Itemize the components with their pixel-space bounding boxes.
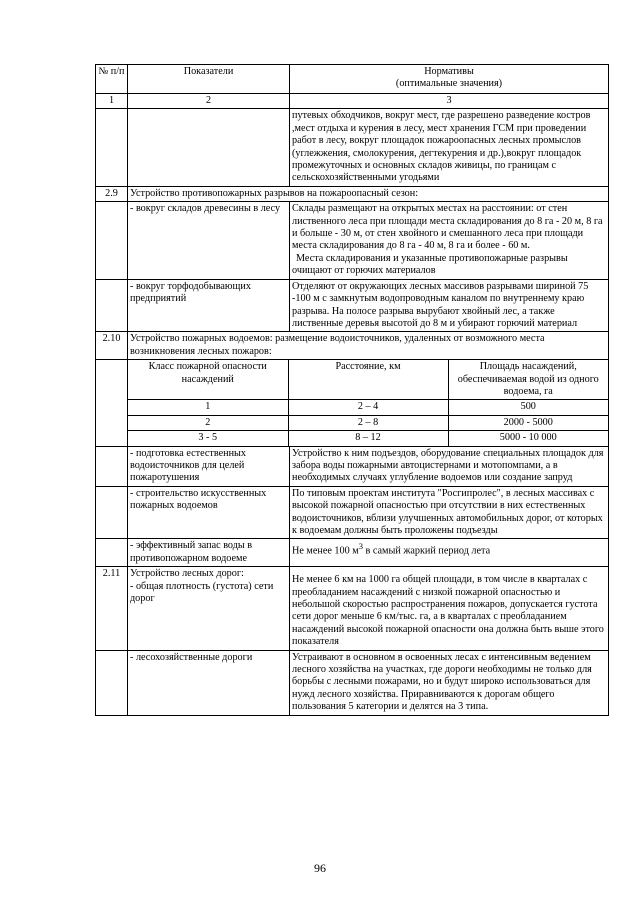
- header-norms-title: Нормативы: [424, 66, 474, 77]
- continued-text: путевых обходчиков, вокруг мест, где разрешено разведение костров ,мест отдыха и курения в лесу, мест хранения ГСМ при проведении работ в лесу, вокруг площадок пожароопасных лесных промыслов (углежжения, смолокурения, дегтекурения и др.),вокруг площадок промежуточных и основных складов живицы, по границам с сельскохозяйственными угодьями: [290, 109, 609, 186]
- water-reserve-period: в самый жаркий период лета: [362, 545, 491, 557]
- road-density-text: Не менее 6 км на 1000 га общей площади, в том числе в кварталах с преобладанием насаждений с низкой пожарной опасностью и небольшой скоростью распространения пожаров, допускается густота сети дорог меньше 6 км/тыс. га, а в кварталах с преобладанием насаждений высокой пожарной опасности она должна быть выше этого показателя: [292, 574, 604, 648]
- inner-row: [128, 400, 608, 415]
- inner-header-row: [128, 360, 608, 400]
- natural-sources-label: - подготовка естественных водоисточников для целей пожаротушения: [128, 446, 290, 486]
- section-2-10-num: 2.10: [96, 332, 128, 360]
- section-2-9-title: Устройство противопожарных разрывов на пожароопасный сезон:: [128, 186, 609, 201]
- section-2-11-left: [128, 567, 290, 650]
- inner-cell: 5000 - 10 000: [448, 431, 608, 446]
- inner-cell: 2 – 4: [288, 400, 448, 415]
- road-density-label: - общая плотность (густота) сети дорог: [130, 580, 274, 605]
- water-distance-row: [96, 360, 609, 446]
- cubic-superscript: 3: [358, 541, 363, 552]
- natural-sources-text: Устройство к ним подъездов, оборудование специальных площадок для забора воды пожарными автоцистернами и мотопомпами, а в необходимых случаях углубление водоемов или создание запруд: [290, 446, 609, 486]
- wood-storage-text: Склады размещают на открытых местах на расстоянии: от стен лиственного леса при площади места складирования до 8 га - 20 м, 8 га и больше - 30 м, от стен хвойного и смешанного леса при площади места складирования до 8 га - 40 м, 8 га и более - 60 м.: [292, 203, 603, 252]
- table-header-row: [96, 65, 609, 94]
- inner-header-class: Класс пожарной опасности насаждений: [128, 360, 288, 400]
- road-density-cell: [290, 567, 609, 650]
- section-2-9-title-row: [96, 186, 609, 201]
- water-distance-table: [128, 360, 608, 445]
- inner-header-area: Площадь насаждений, обеспечиваемая водой из одного водоема, га: [448, 360, 608, 400]
- wood-storage-text-2: Места складирования и указанные противопожарные разрывы очищают от горючих материалов: [292, 252, 568, 277]
- water-reserve-label: - эффективный запас воды в противопожарном водоеме: [128, 539, 290, 567]
- peat-row: [96, 279, 609, 332]
- norms-table: [95, 64, 609, 716]
- water-distance-cell: [128, 360, 609, 446]
- section-2-11-num: 2.11: [96, 567, 128, 650]
- col-number-2: 2: [128, 94, 290, 109]
- section-2-10-title-row: [96, 332, 609, 360]
- water-reserve-amount: Не менее 100 м: [292, 545, 359, 557]
- artificial-ponds-text: По типовым проектам института "Росгипролес", в лесных массивах с высокой пожарной опасностью при отсутствии в них естественных водоисточников, вблизи улучшенных автомобильных дорог, от которых к водоемам должны быть проложены подъезды: [290, 486, 609, 539]
- inner-cell: 2 – 8: [288, 415, 448, 430]
- section-2-10-title: Устройство пожарных водоемов: размещение водоисточников, удаленных от возможного места возникновения лесных пожаров:: [128, 332, 609, 360]
- inner-cell: 2: [128, 415, 288, 430]
- wood-storage-row: [96, 202, 609, 279]
- forest-roads-label: - лесохозяйственные дороги: [128, 650, 290, 715]
- inner-row: [128, 415, 608, 430]
- header-norms: [290, 65, 609, 94]
- col-number-3: 3: [290, 94, 609, 109]
- wood-storage-norm: [290, 202, 609, 279]
- inner-cell: 3 - 5: [128, 431, 288, 446]
- inner-header-distance: Расстояние, км: [288, 360, 448, 400]
- header-indicators: Показатели: [128, 65, 290, 94]
- artificial-ponds-row: [96, 486, 609, 539]
- water-reserve-row: [96, 539, 609, 567]
- section-2-9-num: 2.9: [96, 186, 128, 201]
- inner-cell: 500: [448, 400, 608, 415]
- page-number: 96: [314, 861, 326, 875]
- natural-sources-row: [96, 446, 609, 486]
- column-numbers-row: [96, 94, 609, 109]
- peat-label: - вокруг торфодобывающих предприятий: [128, 279, 290, 332]
- header-num: № п/п: [96, 65, 128, 94]
- peat-text: Отделяют от окружающих лесных массивов разрывами шириной 75 -100 м с замкнутым водопроводным каналом по внутреннему краю разрыва. На полосе разрыва вырубают хвойный лес, а также лиственные деревья высотой до 8 м и убирают горючий материал: [290, 279, 609, 332]
- header-norms-sub: (оптимальные значения): [395, 78, 503, 90]
- inner-cell: 8 – 12: [288, 431, 448, 446]
- forest-roads-text: Устраивают в основном в освоенных лесах с интенсивным ведением лесного хозяйства на участках, где дороги необходимы не только для борьбы с лесными пожарами, но и будут широко использоваться для нужд лесного хозяйства. Приравниваются к дорогам общего пользования 5 категории и делятся на 3 типа.: [290, 650, 609, 715]
- forest-roads-row: [96, 650, 609, 715]
- section-2-11-row: [96, 567, 609, 650]
- artificial-ponds-label: - строительство искусственных пожарных водоемов: [128, 486, 290, 539]
- section-2-11-title: Устройство лесных дорог:: [130, 568, 244, 580]
- inner-cell: 2000 - 5000: [448, 415, 608, 430]
- inner-row: [128, 431, 608, 446]
- col-number-1: 1: [96, 94, 128, 109]
- wood-storage-label: - вокруг складов древесины в лесу: [128, 202, 290, 279]
- water-reserve-text: [290, 539, 609, 567]
- continued-row: [96, 109, 609, 186]
- inner-cell: 1: [128, 400, 288, 415]
